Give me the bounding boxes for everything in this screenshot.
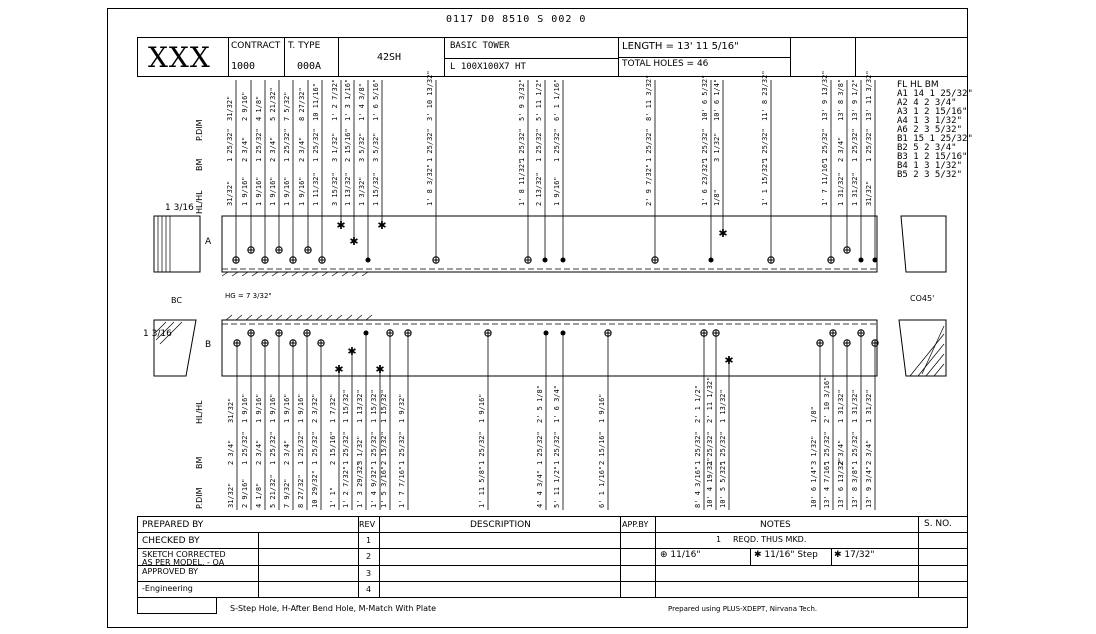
bolt-hole-icon <box>605 330 611 336</box>
bolt-hole-icon <box>234 340 240 346</box>
top-hl-value: 1 11/32" <box>312 172 320 206</box>
svg-text:✱: ✱ <box>724 354 734 367</box>
bottom-bm-value: 1 25/32" <box>311 431 319 465</box>
svg-text:✱: ✱ <box>377 219 387 232</box>
svg-text:✱: ✱ <box>347 345 357 358</box>
bottom-hl-value: 1 9/16" <box>269 393 277 423</box>
leg-a-label: A <box>205 237 212 247</box>
top-hl-value: 2' 9 7/32" <box>645 163 653 206</box>
bolt-hole-icon <box>276 247 282 253</box>
bottom-bm-value: 2 15/16" <box>598 431 606 465</box>
top-pdim-value: 4 1/8" <box>255 95 263 121</box>
bend-row: A1 14 1 25/32" <box>897 89 973 99</box>
bottom-pdim-value: 1' 3 29/32" <box>356 461 364 508</box>
bolt-hole-icon <box>248 330 254 336</box>
bottom-bm-value: 1 25/32" <box>241 431 249 465</box>
top-pdim-value: 8' 11 3/32" <box>645 74 653 121</box>
bottom-pdim-value: 7 9/32" <box>283 478 291 508</box>
contract-label: CONTRACT <box>231 41 281 51</box>
bottom-pdim-value: 1' 11 5/8" <box>478 465 486 508</box>
bolt-hole-icon <box>319 257 325 263</box>
top-hl-value: 3 15/32" <box>331 172 339 206</box>
bend-table-header: FL HL BM <box>897 80 939 90</box>
bottom-bm-value: 1 25/32" <box>269 431 277 465</box>
top-hl-value: 1/8" <box>713 189 721 206</box>
bottom-bm-value: 1 25/32" <box>694 431 702 465</box>
bc-label: BC <box>171 296 182 305</box>
top-pdim-value: 13' 9 13/32" <box>821 70 829 121</box>
bottom-pdim-value: 10' 4 19/32" <box>706 457 714 508</box>
bend-row: B2 5 2 3/4" <box>897 143 957 153</box>
bolt-hole-icon <box>709 258 714 263</box>
top-bm-value: 2 15/16" <box>344 128 352 162</box>
bottom-bm-value: 2 3/4" <box>227 439 235 465</box>
bolt-hole-icon <box>817 340 823 346</box>
bend-row: B3 1 2 15/16" <box>897 152 968 162</box>
description-header: DESCRIPTION <box>470 520 531 530</box>
top-pdim-value: 1' 4 3/8" <box>358 83 366 121</box>
bottom-bm-value: 2 15/16" <box>329 431 337 465</box>
bottom-bm-value: 2 15/32" <box>380 431 388 465</box>
svg-text:✱: ✱ <box>336 219 346 232</box>
app-by-header: APP.BY <box>622 520 649 529</box>
top-bm-value: 2 3/4" <box>837 136 845 162</box>
bolt-hole-icon <box>485 330 491 336</box>
top-bm-value: 3 1/32" <box>713 132 721 162</box>
leg-a-cut: 1 3/16 <box>165 203 194 213</box>
bottom-bm-value: 3 1/32" <box>810 435 818 465</box>
bottom-hl-value: 1 31/32" <box>837 389 845 423</box>
bolt-hole-icon <box>561 331 566 336</box>
top-bm-value: 1 25/32" <box>821 128 829 162</box>
mark-xxx: XXX <box>148 41 211 74</box>
bolt-hole-icon <box>872 340 878 346</box>
step-hole-icon <box>347 345 356 358</box>
note-hole-1: ⊕ 11/16" <box>660 550 701 560</box>
bolt-hole-icon <box>318 340 324 346</box>
section-size: L 100X100X7 HT <box>450 62 526 72</box>
bottom-bm-value: 2 3/4" <box>255 439 263 465</box>
total-holes: TOTAL HOLES = 46 <box>622 59 709 69</box>
top-hl-value: 1' 1 15/32" <box>761 159 769 206</box>
co-label: CO45' <box>910 294 935 303</box>
notes-header: NOTES <box>760 520 791 530</box>
prepared-by: PREPARED BY <box>142 520 204 530</box>
bolt-hole-icon <box>248 247 254 253</box>
top-bm-value: 1 25/32" <box>865 128 873 162</box>
top-pdim-value: 1' 2 7/32" <box>331 78 339 121</box>
top-pdim-value: 10' 6 5/32" <box>701 74 709 121</box>
bottom-bm-value: 1 25/32" <box>370 431 378 465</box>
bolt-hole-icon <box>828 257 834 263</box>
bottom-pdim-value: 5 21/32" <box>269 474 277 508</box>
top-bm-value: 1 25/32" <box>761 128 769 162</box>
bottom-pdim-value: 10 29/32" <box>311 470 319 508</box>
bottom-bm-value: 1 25/32" <box>706 431 714 465</box>
bottom-hlhl-label: HL/HL <box>195 400 204 424</box>
top-hl-value: 1 9/16" <box>298 176 306 206</box>
leg-b-body <box>222 320 877 376</box>
bend-row: B1 15 1 25/32" <box>897 134 973 144</box>
bottom-hl-value: 1 15/32" <box>370 389 378 423</box>
top-bm-value: 3 5/32" <box>372 132 380 162</box>
top-hl-value: 1' 7 11/16" <box>821 159 829 206</box>
top-pdim-value: 13' 8 3/8" <box>837 78 845 121</box>
note-hole-3-text: 17/32" <box>844 550 875 560</box>
bottom-hl-value: 1 15/32" <box>380 389 388 423</box>
top-pdim-value: 6' 1 1/16" <box>553 78 561 121</box>
checked-by: CHECKED BY <box>142 536 200 546</box>
bottom-hl-value: 1 31/32" <box>865 389 873 423</box>
bottom-hl-value: 1/8" <box>810 406 818 423</box>
bottom-pdim-label: P.DIM <box>195 487 204 509</box>
bottom-pdim-value: 31/32" <box>227 482 235 508</box>
top-pdim-value: 31/32" <box>226 95 234 121</box>
bolt-hole-icon <box>525 257 531 263</box>
bottom-hl-value: 1 9/32" <box>398 393 406 423</box>
bolt-hole-icon <box>305 247 311 253</box>
bottom-bm-value: 2 3/4" <box>837 439 845 465</box>
bottom-hl-value: 2' 11 1/32" <box>706 376 714 423</box>
s-no-header: S. NO. <box>924 519 952 529</box>
bolt-hole-icon <box>304 330 310 336</box>
rev-row: 2 <box>366 552 372 561</box>
bottom-hl-value: 1 13/32" <box>356 389 364 423</box>
bolt-hole-icon <box>364 331 369 336</box>
part-code: 42SH <box>377 52 402 63</box>
step-hole-icon <box>377 219 386 232</box>
bend-row: A6 2 3 5/32" <box>897 125 963 135</box>
step-hole-icon <box>724 354 733 367</box>
top-hl-value: 1 9/16" <box>255 176 263 206</box>
note-hole-3: ✱ 17/32" <box>834 550 875 560</box>
bottom-pdim-value: 1' 2 7/32" <box>342 465 350 508</box>
top-pdim-value: 2 9/16" <box>241 91 249 121</box>
top-hl-value: 1 3/32" <box>358 176 366 206</box>
bottom-bm-label: BM <box>195 456 204 469</box>
leg-b-label: B <box>205 340 212 350</box>
bolt-hole-icon <box>873 258 878 263</box>
top-pdim-value: 7 5/32" <box>283 91 291 121</box>
top-hl-value: 1' 6 23/32" <box>701 159 709 206</box>
bolt-hole-icon <box>233 257 239 263</box>
bolt-hole-icon <box>276 330 282 336</box>
legend: S-Step Hole, H-After Bend Hole, M-Match With Plate <box>230 604 437 613</box>
bottom-hl-value: 2' 10 3/16" <box>823 376 831 423</box>
bottom-pdim-value: 8 27/32" <box>297 474 305 508</box>
top-bm-value: 2 3/4" <box>298 136 306 162</box>
step-hole-icon <box>349 235 358 248</box>
top-hl-value: 1 9/16" <box>553 176 561 206</box>
top-bm-value: 3 1/32" <box>331 132 339 162</box>
hg-value: HG = 7 3/32" <box>225 292 272 300</box>
svg-text:✱: ✱ <box>334 363 344 376</box>
top-bm-value: 1 25/32" <box>283 128 291 162</box>
bottom-pdim-value: 13' 4 7/16" <box>823 461 831 508</box>
bottom-bm-value: 1 25/32" <box>823 431 831 465</box>
bolt-hole-icon <box>701 330 707 336</box>
bottom-pdim-value: 13' 6 13/32" <box>837 457 845 508</box>
bottom-pdim-value: 4 1/8" <box>255 482 263 508</box>
top-bm-value: 1 25/32" <box>255 128 263 162</box>
top-hl-value: 1 9/16" <box>283 176 291 206</box>
bottom-bm-value: 1 25/32" <box>478 431 486 465</box>
bend-row: A2 4 2 3/4" <box>897 98 957 108</box>
bottom-hl-value: 2' 5 1/8" <box>536 385 544 423</box>
top-hl-value: 1 9/16" <box>269 176 277 206</box>
top-pdim-value: 5 21/32" <box>269 87 277 121</box>
bottom-pdim-value: 5' 11 1/2" <box>553 465 561 508</box>
bottom-hl-value: 1 9/16" <box>283 393 291 423</box>
top-bm-value: 1 25/32" <box>426 128 434 162</box>
bottom-hl-value: 1 13/32" <box>719 389 727 423</box>
bottom-bm-value: 1 25/32" <box>297 431 305 465</box>
bolt-hole-icon <box>768 257 774 263</box>
step-hole-icon <box>334 363 343 376</box>
bolt-hole-icon <box>366 258 371 263</box>
bottom-hl-value: 1 9/16" <box>297 393 305 423</box>
top-bm-label: BM <box>195 158 204 171</box>
top-hl-value: 1 31/32" <box>851 172 859 206</box>
top-hl-value: 1 13/32" <box>344 172 352 206</box>
top-pdim-value: 11' 8 23/32" <box>761 70 769 121</box>
leg-b-cut: 1 3/16 <box>143 329 172 339</box>
top-bm-value: 1 25/32" <box>553 128 561 162</box>
part-name: BASIC TOWER <box>450 41 510 51</box>
bolt-hole-icon <box>844 340 850 346</box>
bend-row: B4 1 3 1/32" <box>897 161 963 171</box>
note-hole-1-text: 11/16" <box>670 550 701 560</box>
rev-row: 3 <box>366 569 372 578</box>
bottom-hl-value: 1 7/32" <box>329 393 337 423</box>
top-pdim-value: 13' 11 3/32" <box>865 70 873 121</box>
bottom-bm-value: 3 1/32" <box>356 435 364 465</box>
step-hole-icon <box>718 227 727 240</box>
svg-text:✱: ✱ <box>375 363 385 376</box>
bolt-hole-icon <box>652 257 658 263</box>
bolt-hole-icon <box>844 247 850 253</box>
bottom-pdim-value: 6' 1 1/16" <box>598 465 606 508</box>
bottom-hl-value: 31/32" <box>227 397 235 423</box>
top-bm-value: 1 25/32" <box>645 128 653 162</box>
top-hl-value: 1 15/32" <box>372 172 380 206</box>
bottom-bm-value: 2 3/4" <box>283 439 291 465</box>
bottom-bm-value: 1 25/32" <box>536 431 544 465</box>
bottom-pdim-value: 2 9/16" <box>241 478 249 508</box>
note-hole-2-text: 11/16" Step <box>764 550 818 560</box>
top-hl-value: 1 31/32" <box>837 172 845 206</box>
bottom-pdim-value: 13' 8 3/8" <box>851 465 859 508</box>
drawing-number: 0117 D0 8510 S 002 0 <box>446 14 587 25</box>
bottom-pdim-value: 13' 9 3/4" <box>865 465 873 508</box>
bottom-hl-value: 2' 1 1/2" <box>694 385 702 423</box>
bottom-hl-value: 1 9/16" <box>241 393 249 423</box>
top-pdim-value: 3' 10 13/32" <box>426 70 434 121</box>
top-bm-value: 1 25/32" <box>851 128 859 162</box>
top-bm-value: 1 25/32" <box>312 128 320 162</box>
ttype-label: T. TYPE <box>288 41 321 51</box>
length: LENGTH = 13' 11 5/16" <box>622 41 739 52</box>
top-hl-value: 1' 8 3/32" <box>426 163 434 206</box>
rev-row: 1 <box>366 536 372 545</box>
top-bm-value: 1 25/32" <box>226 128 234 162</box>
bottom-pdim-value: 10' 5 5/32" <box>719 461 727 508</box>
bottom-pdim-value: 1' 7 7/16" <box>398 465 406 508</box>
bolt-hole-icon <box>858 330 864 336</box>
sketch-corrected: SKETCH CORRECTED <box>142 550 226 559</box>
top-bm-value: 1 25/32" <box>535 128 543 162</box>
step-hole-icon <box>375 363 384 376</box>
bottom-hl-value: 1 9/16" <box>598 393 606 423</box>
top-pdim-value: 8 27/32" <box>298 87 306 121</box>
bottom-hl-value: 1 9/16" <box>478 393 486 423</box>
bottom-hl-value: 1' 6 3/4" <box>553 385 561 423</box>
bolt-hole-icon <box>387 330 393 336</box>
contract-value: 1000 <box>231 61 256 72</box>
top-pdim-value: 10' 6 1/4" <box>713 78 721 121</box>
note-hole-2: ✱ 11/16" Step <box>754 550 818 560</box>
bend-row: B5 2 3 5/32" <box>897 170 963 180</box>
bottom-pdim-value: 1' 5 3/16" <box>380 465 388 508</box>
bolt-hole-icon <box>262 257 268 263</box>
bolt-hole-icon <box>561 258 566 263</box>
bolt-hole-icon <box>859 258 864 263</box>
bottom-bm-value: 1 25/32" <box>553 431 561 465</box>
bolt-hole-icon <box>405 330 411 336</box>
top-hl-value: 1' 8 11/32" <box>518 159 526 206</box>
ttype-value: 000A <box>297 61 322 72</box>
top-bm-value: 2 3/4" <box>269 136 277 162</box>
top-pdim-label: P.DIM <box>195 119 204 141</box>
top-bm-value: 1 25/32" <box>701 128 709 162</box>
top-hl-value: 1 9/16" <box>241 176 249 206</box>
bottom-hl-value: 1 9/16" <box>255 393 263 423</box>
bolt-hole-icon <box>433 257 439 263</box>
leg-a-body <box>222 216 877 272</box>
bolt-hole-icon <box>262 340 268 346</box>
top-pdim-value: 5' 9 3/32" <box>518 78 526 121</box>
bottom-pdim-value: 1' 4 9/32" <box>370 465 378 508</box>
engineering: -Engineering <box>142 584 193 593</box>
note-reqd-count: 1 <box>716 535 721 544</box>
bottom-pdim-value: 1' 1" <box>329 486 337 508</box>
bottom-bm-value: 1 25/32" <box>398 431 406 465</box>
bend-row: A4 1 3 1/32" <box>897 116 963 126</box>
top-bm-value: 1 25/32" <box>518 128 526 162</box>
bottom-pdim-value: 8' 4 3/16" <box>694 465 702 508</box>
top-pdim-value: 1' 6 5/16" <box>372 78 380 121</box>
bolt-hole-icon <box>830 330 836 336</box>
bottom-bm-value: 1 25/32" <box>719 431 727 465</box>
top-pdim-value: 13' 9 1/2" <box>851 78 859 121</box>
top-hl-value: 31/32" <box>865 180 873 206</box>
bolt-hole-icon <box>544 331 549 336</box>
top-pdim-value: 1' 3 1/16" <box>344 78 352 121</box>
top-bm-value: 2 3/4" <box>241 136 249 162</box>
svg-text:✱: ✱ <box>349 235 359 248</box>
bolt-hole-icon <box>290 257 296 263</box>
top-hl-value: 31/32" <box>226 180 234 206</box>
bottom-pdim-value: 10' 6 1/4" <box>810 465 818 508</box>
bottom-hl-value: 1 31/32" <box>851 389 859 423</box>
bottom-bm-value: 2 3/4" <box>865 439 873 465</box>
top-hlhl-label: HL/HL <box>195 190 204 214</box>
bottom-hl-value: 2 3/32" <box>311 393 319 423</box>
svg-text:✱: ✱ <box>718 227 728 240</box>
step-hole-icon <box>336 219 345 232</box>
top-pdim-value: 10 11/16" <box>312 83 320 121</box>
bolt-hole-icon <box>543 258 548 263</box>
approved-by: APPROVED BY <box>142 567 199 576</box>
bottom-hl-value: 1 15/32" <box>342 389 350 423</box>
rev-row: 4 <box>366 585 372 594</box>
top-pdim-value: 5' 11 1/2" <box>535 78 543 121</box>
credit: Prepared using PLUS-XDEPT, Nirvana Tech. <box>668 605 818 613</box>
top-bm-value: 3 5/32" <box>358 132 366 162</box>
note-reqd: REQD. THUS MKD. <box>733 535 807 544</box>
bottom-bm-value: 1 25/32" <box>342 431 350 465</box>
bottom-bm-value: 1 25/32" <box>851 431 859 465</box>
rev-header: REV <box>359 520 376 529</box>
bottom-pdim-value: 4' 4 3/4" <box>536 470 544 508</box>
bolt-hole-icon <box>290 340 296 346</box>
top-hl-value: 2 13/32" <box>535 172 543 206</box>
bend-row: A3 1 2 15/16" <box>897 107 968 117</box>
bolt-hole-icon <box>713 330 719 336</box>
as-per-model: AS PER MODEL. - QA <box>142 558 225 567</box>
